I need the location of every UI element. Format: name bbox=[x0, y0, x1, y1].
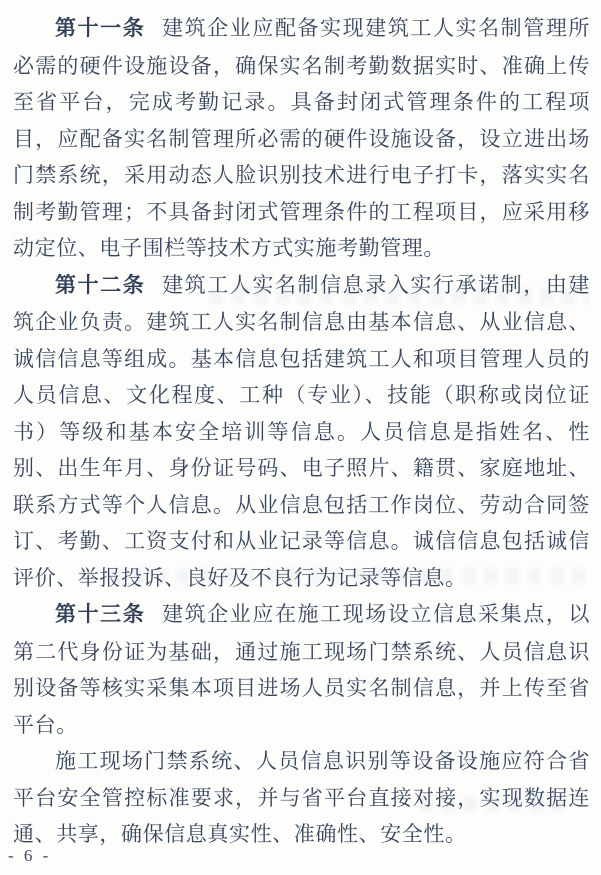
paragraph-article-11 bbox=[13, 10, 590, 267]
paragraph-article-13 bbox=[13, 596, 590, 743]
article-12-heading: 第十二条 bbox=[55, 273, 146, 297]
paragraph-article-12 bbox=[13, 267, 590, 597]
article-13-continuation-text: 施工现场门禁系统、人员信息识别等设备设施应符合省平台安全管控标准要求，并与省平台直接对接，实现数据连通、共享，确保信息真实性、准确性、安全性。 bbox=[13, 749, 590, 846]
article-13-body-text: 建筑企业应在施工现场设立信息采集点，以第二代身份证为基础，通过施工现场门禁系统、人员信息识别设备等核实采集本项目进场人员实名制信息，并上传至省平台。 bbox=[13, 602, 590, 737]
article-11-body-text: 建筑企业应配备实现建筑工人实名制管理所必需的硬件设施设备，确保实名制考勤数据实时、准确上传至省平台，完成考勤记录。具备封闭式管理条件的工程项目，应配备实名制管理所必需的硬件设施设备，设立进出场门禁系统，采用动态人脸识别技术进行电子打卡，落实实名制考勤管理；不具备封闭式管理条件的工程项目，应采用移动定位、电子围栏等技术方式实施考勤管理。 bbox=[13, 16, 590, 260]
paragraph-article-13-continuation bbox=[13, 743, 590, 853]
document-text-block bbox=[13, 10, 590, 853]
article-13-heading: 第十三条 bbox=[55, 603, 146, 626]
article-12-body-text: 建筑工人实名制信息录入实行承诺制，由建筑企业负责。建筑工人实名制信息由基本信息、从业信息、诚信信息等组成。基本信息包括建筑工人和项目管理人员的人员信息、文化程度、工种（专业）、技能（职称或岗位证书）等级和基本安全培训等信息。人员信息是指姓名、性别、出生年月、身份证号码、电子照片、籍贯、家庭地址、联系方式等个人信息。从业信息包括工作岗位、劳动合同签订、考勤、工资支付和从业记录等信息。诚信信息包括诚信评价、举报投诉、良好及不良行为记录等信息。 bbox=[13, 272, 590, 590]
page-number: - 6 - bbox=[8, 846, 52, 865]
article-11-heading: 第十一条 bbox=[55, 17, 146, 40]
